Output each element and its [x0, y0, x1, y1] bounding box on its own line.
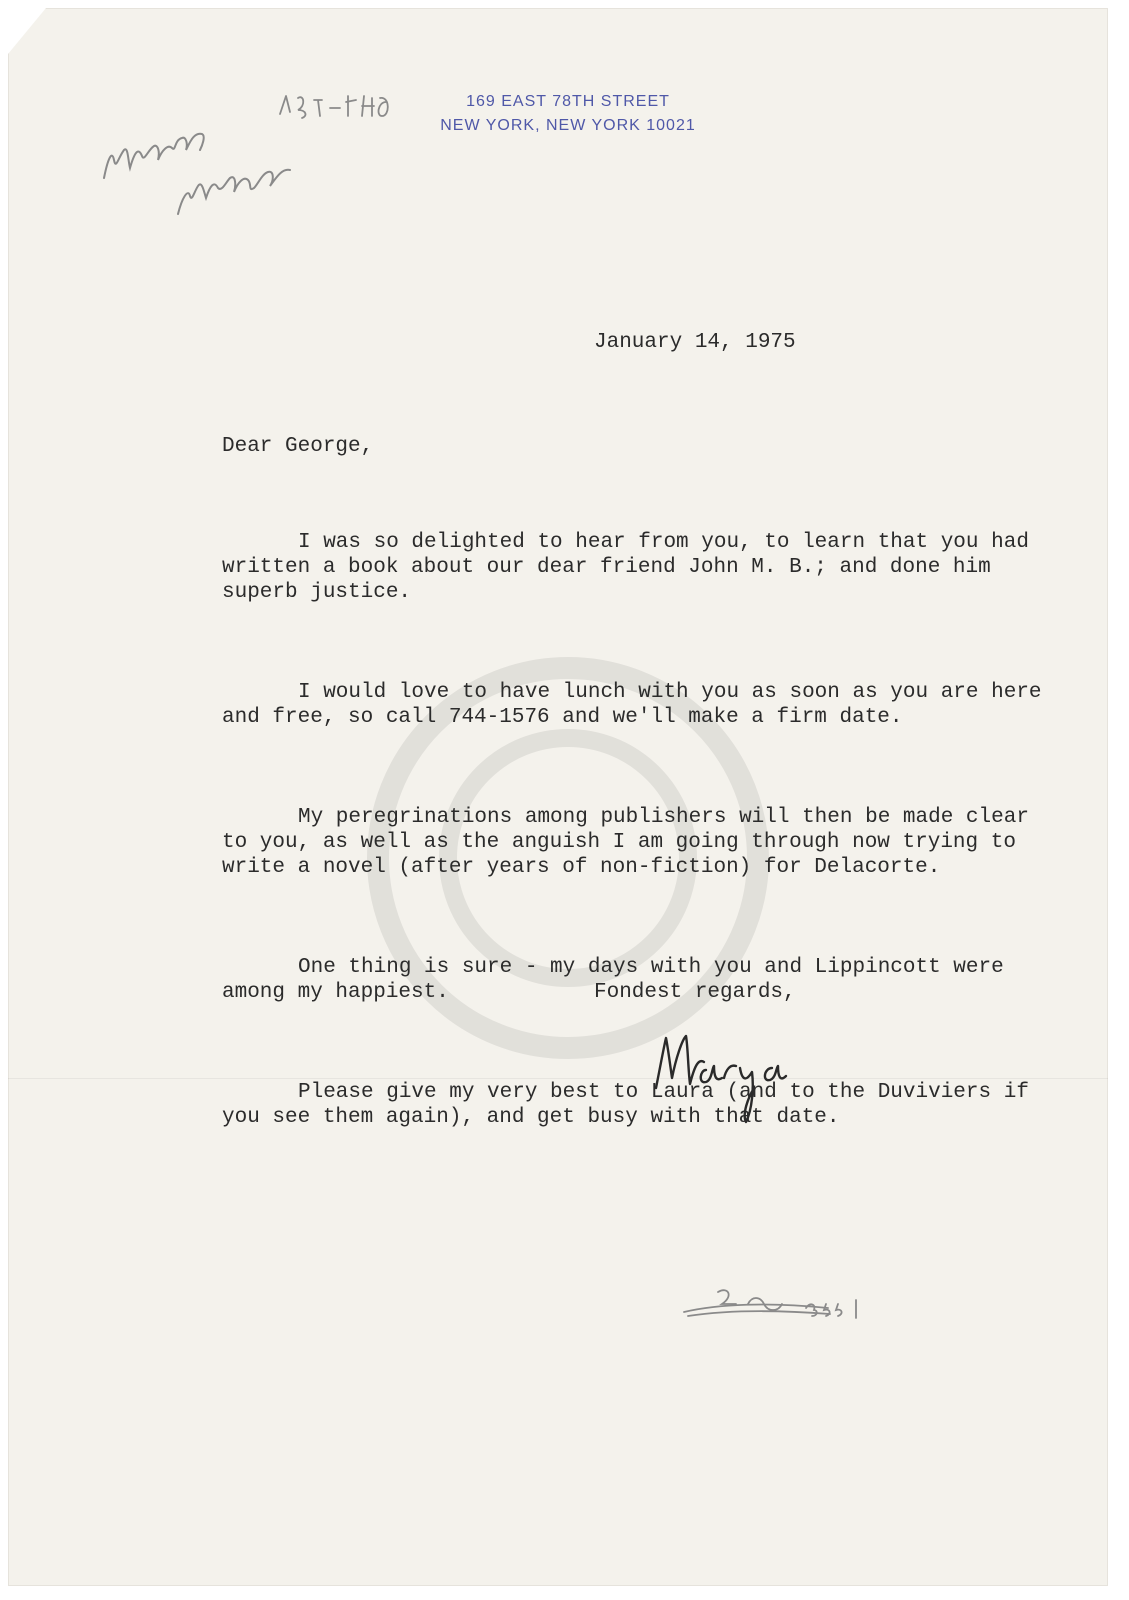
paragraph-4: One thing is sure - my days with you and Lippincott were among my happiest. — [222, 956, 1017, 1004]
letter-date: January 14, 1975 — [594, 331, 796, 354]
letter-body — [222, 480, 1055, 1205]
paragraph-3: My peregrinations among publishers will then be made clear to you, as well as the anguish I am going through now trying to write a novel (after years of non-fiction) for Delacorte. — [222, 806, 1042, 879]
signature — [648, 1018, 818, 1128]
letterhead — [398, 90, 738, 138]
pencil-bottom-annotation — [678, 1282, 898, 1332]
paragraph-2: I would love to have lunch with you as soon as you are here and free, so call 744-1576 and we'll make a firm date. — [222, 681, 1055, 729]
letterhead-city: NEW YORK, NEW YORK 10021 — [440, 117, 696, 134]
folded-corner — [8, 8, 46, 54]
paragraph-5: Please give my very best to Laura (and to the Duviviers if you see them again), and get busy with that date. — [222, 1081, 1042, 1129]
salutation: Dear George, — [222, 435, 374, 458]
closing: Fondest regards, — [594, 981, 796, 1004]
letterhead-street: 169 EAST 78TH STREET — [466, 93, 670, 110]
letter-sheet — [8, 8, 1108, 1586]
pencil-phone-annotation — [276, 86, 396, 126]
paragraph-1: I was so delighted to hear from you, to learn that you had written a book about our dear friend John M. B.; and done him superb justice. — [222, 531, 1042, 604]
